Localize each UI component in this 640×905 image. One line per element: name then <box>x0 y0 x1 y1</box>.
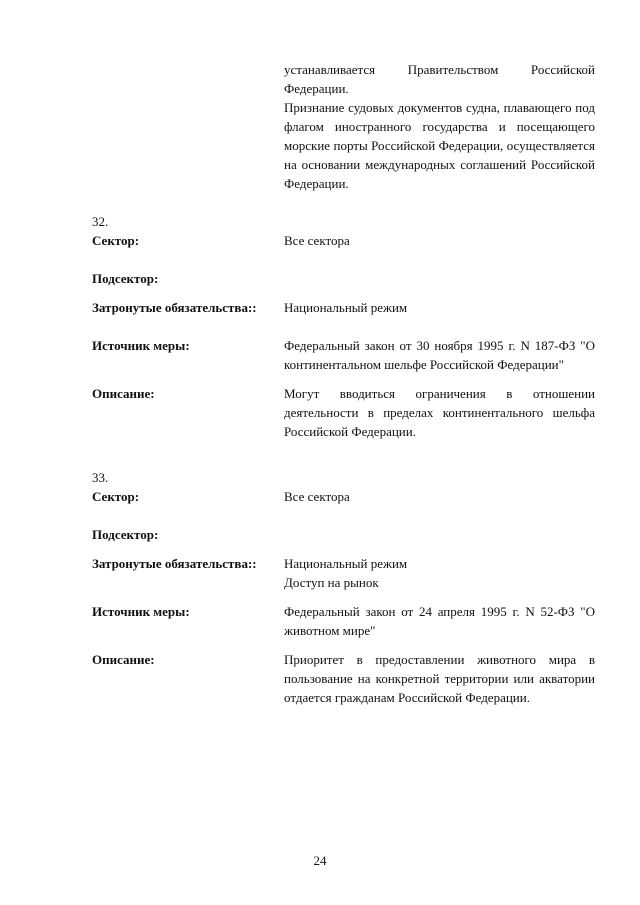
obligations-label: Затронутые обязательства:: <box>92 556 257 571</box>
sector-row <box>92 487 595 525</box>
subsector-label: Подсектор: <box>92 527 159 542</box>
source-value: Федеральный закон от 30 ноября 1995 г. N 187-ФЗ "О континентальном шельфе Российской Федерации" <box>284 338 595 372</box>
continuation-paragraph-1: устанавливается Правительством Российской Федерации. <box>284 62 595 96</box>
description-value: Могут вводиться ограничения в отношении деятельности в пределах континентального шельфа Российской Федерации. <box>284 386 595 439</box>
obligations-row <box>92 298 595 336</box>
continuation-paragraph-2: Признание судовых документов судна, плавающего под флагом иностранного государства и посещающего морские порты Российской Федерации, осуществляется на основании международных соглашений Российской Федерации. <box>284 100 595 191</box>
page-number: 24 <box>313 853 327 868</box>
sector-label: Сектор: <box>92 489 140 504</box>
obligations-row <box>92 554 595 602</box>
obligations-value: Доступ на рынок <box>284 575 379 590</box>
source-label: Источник меры: <box>92 604 190 619</box>
source-row <box>92 602 595 650</box>
measure-entry-33 <box>92 468 595 707</box>
entry-number: 33. <box>92 470 109 485</box>
subsector-row <box>92 525 595 554</box>
sector-label: Сектор: <box>92 233 140 248</box>
previous-entry-continuation <box>284 60 595 193</box>
sector-value: Все сектора <box>284 489 350 504</box>
measure-entry-32 <box>92 212 595 441</box>
sector-row <box>92 231 595 269</box>
subsector-label: Подсектор: <box>92 271 159 286</box>
subsector-row <box>92 269 595 298</box>
description-label: Описание: <box>92 386 155 401</box>
sector-value: Все сектора <box>284 233 350 248</box>
description-row <box>92 384 595 441</box>
obligations-value: Национальный режим <box>284 300 408 315</box>
entry-number: 32. <box>92 214 109 229</box>
source-row <box>92 336 595 384</box>
description-value: Приоритет в предоставлении животного мира в пользование на конкретной территории или акватории отдается гражданам Российской Федерации. <box>284 652 595 705</box>
description-label: Описание: <box>92 652 155 667</box>
description-row <box>92 650 595 707</box>
obligations-value: Национальный режим <box>284 556 408 571</box>
source-value: Федеральный закон от 24 апреля 1995 г. N 52-ФЗ "О животном мире" <box>284 604 595 638</box>
source-label: Источник меры: <box>92 338 190 353</box>
obligations-label: Затронутые обязательства:: <box>92 300 257 315</box>
